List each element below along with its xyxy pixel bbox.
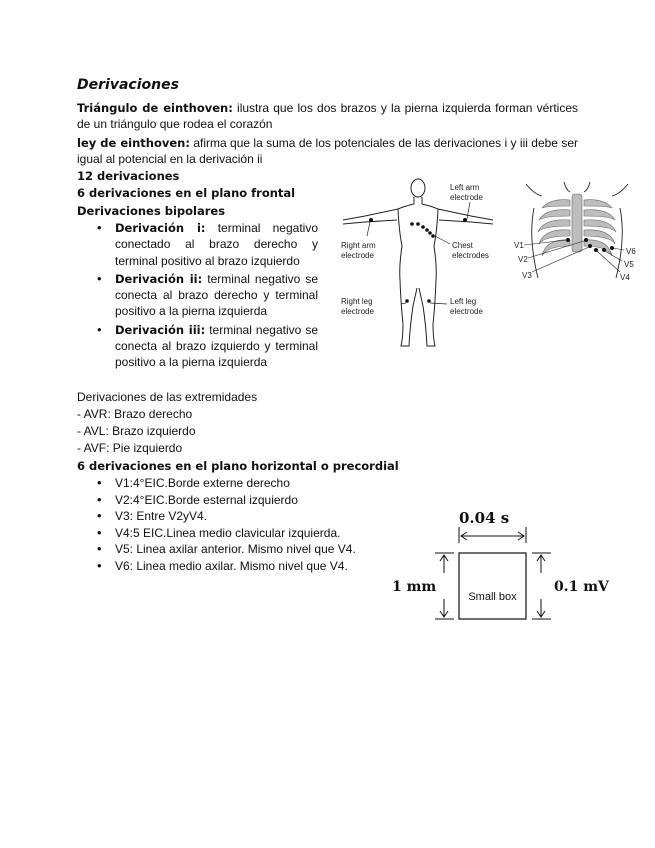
chest-electrode-dot xyxy=(425,228,429,232)
limb-item: - AVF: Pie izquierdo xyxy=(77,441,183,455)
einthoven-law-text: afirma que la suma de los potenciales de las derivaciones i y iii debe ser igual al potencial en la derivación ii xyxy=(77,136,579,166)
left-arm-label: Left arm xyxy=(450,183,480,192)
v2-label: V2 xyxy=(518,255,528,264)
chest-label: Chest xyxy=(452,241,473,250)
v3-label: V3 xyxy=(522,271,532,280)
left-leg-electrode-dot xyxy=(427,299,431,303)
lead-text: terminal negativo conectado al brazo derecho y terminal positivo al brazo izquierdo xyxy=(115,221,318,268)
bipolar-leads-list xyxy=(97,220,318,373)
time-label: 0.04 s xyxy=(459,509,510,527)
rib-shape xyxy=(539,210,570,220)
ribcage-precordial-figure xyxy=(512,178,642,286)
lead-term: Derivación i: xyxy=(115,221,206,235)
head-shape xyxy=(411,179,425,197)
limb-item: - AVR: Brazo derecho xyxy=(77,407,193,421)
list-item xyxy=(97,220,318,269)
torso-outline xyxy=(398,209,438,280)
frontal-plane-heading: 6 derivaciones en el plano frontal xyxy=(77,186,296,200)
chest-electrode-dot xyxy=(416,222,420,226)
right-leg-label: Right leg xyxy=(341,297,373,306)
v6-pointer xyxy=(613,248,624,250)
left-leg-label: Left leg xyxy=(450,297,477,306)
small-box-figure xyxy=(388,505,620,620)
v1-electrode-dot xyxy=(566,238,570,242)
v4-pointer xyxy=(597,251,620,272)
rib-shape xyxy=(584,210,615,220)
v6-label: V6 xyxy=(626,247,636,256)
body-electrode-figure xyxy=(335,176,500,352)
lead-term: Derivación ii: xyxy=(115,271,203,286)
neck-outline xyxy=(564,182,590,192)
right-arm-pointer xyxy=(367,222,370,236)
arms-top-outline xyxy=(343,204,493,220)
chest-pointer xyxy=(435,236,450,244)
page-title: Derivaciones xyxy=(77,77,179,93)
list-item: • V5: Linea axilar anterior. Mismo nivel que V4. xyxy=(97,541,367,558)
chest-electrode-dot xyxy=(431,234,435,238)
horizontal-plane-heading: 6 derivaciones en el plano horizontal o precordial xyxy=(77,459,399,473)
rib-shape xyxy=(584,240,612,256)
mm-label: 1 mm xyxy=(392,579,437,595)
list-item: • V3: Entre V2yV4. xyxy=(97,508,367,525)
small-box-label: Small box xyxy=(468,591,517,603)
left-leg-pointer xyxy=(430,303,447,304)
right-arm-electrode-dot xyxy=(369,218,373,222)
einthoven-triangle-paragraph xyxy=(77,100,578,132)
limb-leads-heading: Derivaciones de las extremidades xyxy=(77,390,258,404)
v5-label: V5 xyxy=(624,260,634,269)
list-item: • V4:5 EIC.Linea medio clavicular izquierda. xyxy=(97,525,367,542)
list-item xyxy=(97,322,318,371)
chest-electrode-dot xyxy=(421,225,425,229)
small-box-rect xyxy=(459,553,526,619)
right-arm-label: electrode xyxy=(341,251,374,260)
lead-term: Derivación iii: xyxy=(115,322,206,337)
left-arm-pointer xyxy=(467,202,470,219)
mv-label: 0.1 mV xyxy=(554,579,609,595)
left-arm-label: electrode xyxy=(450,193,483,202)
right-leg-label: electrode xyxy=(341,307,374,316)
einthoven-law-term: ley de einthoven: xyxy=(77,136,190,150)
einthoven-triangle-term: Triángulo de einthoven: xyxy=(77,101,233,115)
lead-text: terminal negativo se conecta al brazo izquierdo y terminal positivo a la pierna izquierda xyxy=(115,322,318,370)
rib-shape xyxy=(584,200,612,208)
v5-pointer xyxy=(605,251,622,261)
bipolar-leads-heading: Derivaciones bipolares xyxy=(77,204,226,218)
neck-shape xyxy=(414,197,422,204)
limb-item: - AVL: Brazo izquierdo xyxy=(77,424,196,438)
list-item: • V6: Linea medio axilar. Mismo nivel que V4. xyxy=(97,558,367,575)
list-item: • V1:4°EIC.Borde externe derecho xyxy=(97,475,367,492)
v1-label: V1 xyxy=(514,241,524,250)
right-arm-label: Right arm xyxy=(341,241,376,250)
einthoven-law-paragraph xyxy=(77,135,578,167)
legs-outline xyxy=(400,280,436,346)
rib-shape xyxy=(542,200,570,208)
precordial-leads-list xyxy=(97,475,367,575)
list-item xyxy=(97,271,318,320)
v2-electrode-dot xyxy=(584,238,588,242)
twelve-leads-heading: 12 derivaciones xyxy=(77,169,180,183)
v4-label: V4 xyxy=(620,273,630,282)
chest-electrode-dot xyxy=(428,231,432,235)
left-leg-label: electrode xyxy=(450,307,483,316)
list-item: • V2:4°EIC.Borde esternal izquierdo xyxy=(97,492,367,509)
einthoven-triangle-text: ilustra que los dos brazos y la pierna izquierda forman vértices de un triángulo que rodea el corazón xyxy=(77,101,578,131)
chest-label: electrodes xyxy=(452,251,489,260)
right-leg-pointer xyxy=(401,303,406,304)
v3-pointer xyxy=(532,247,589,272)
right-leg-electrode-dot xyxy=(405,299,409,303)
chest-electrode-dot xyxy=(410,222,414,226)
left-arm-electrode-dot xyxy=(463,218,467,222)
lead-text: terminal negativo se conecta al brazo derecho y terminal positivo a la pierna izquierda xyxy=(115,271,318,319)
